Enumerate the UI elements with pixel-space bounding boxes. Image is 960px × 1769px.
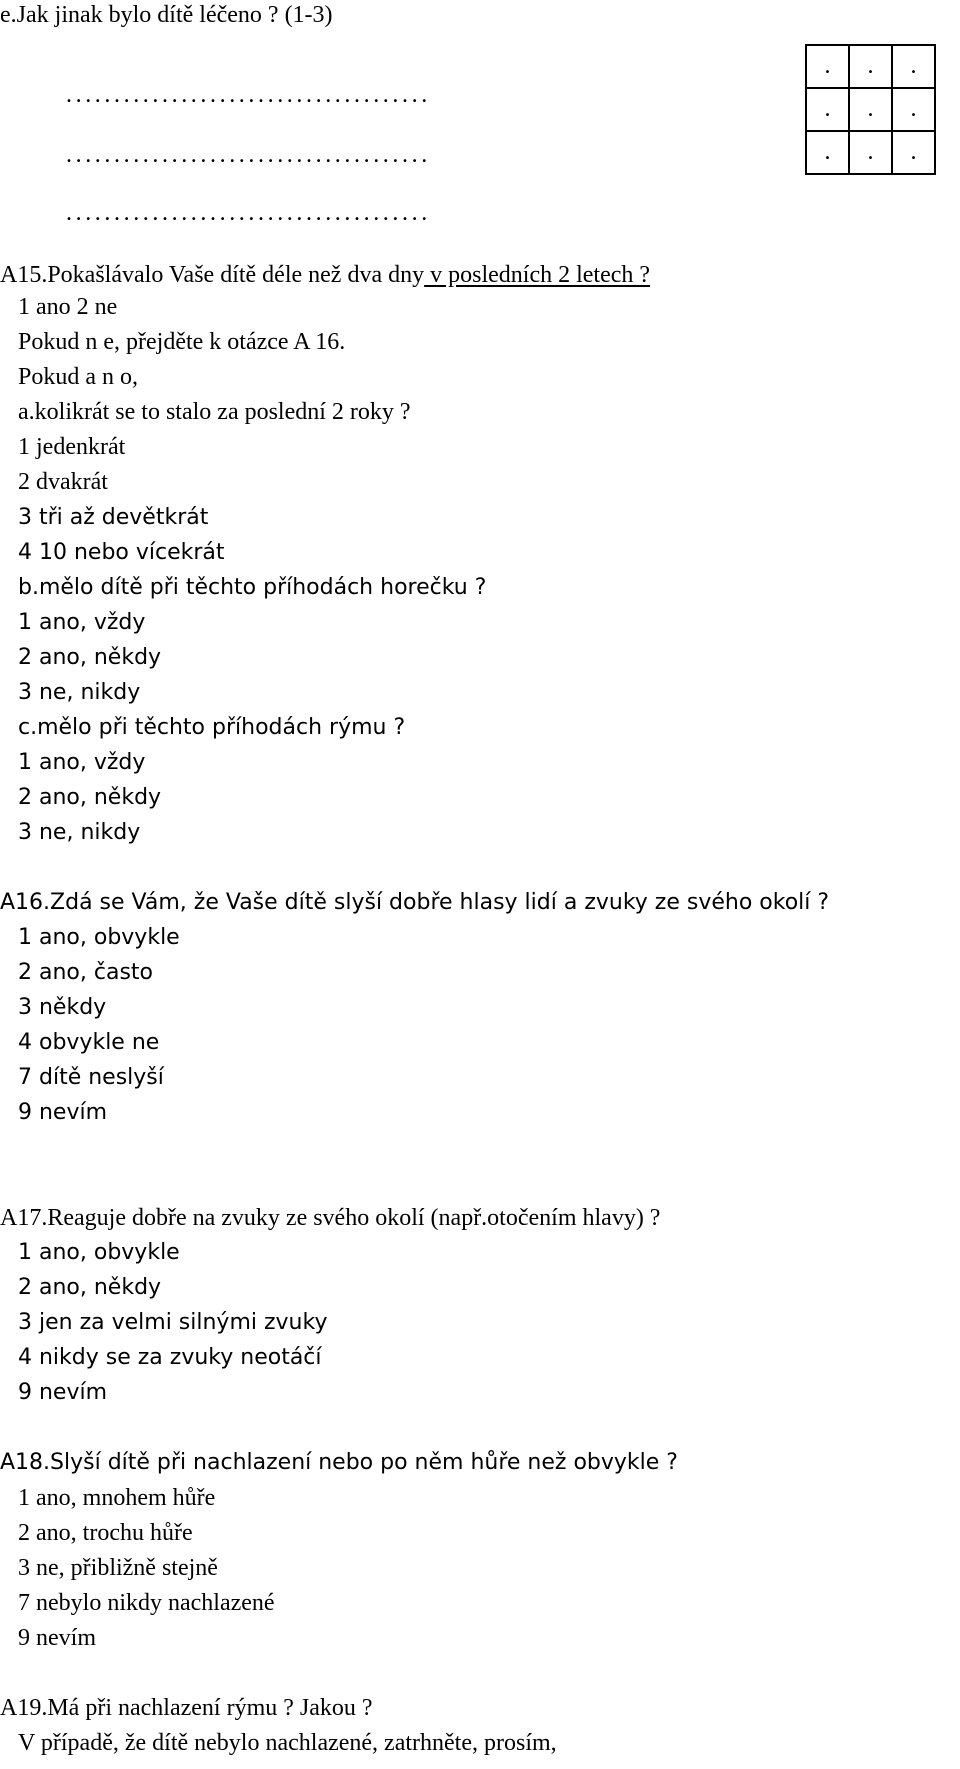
option-item[interactable]: 3 jen za velmi silnými zvuky	[18, 1310, 328, 1335]
answer-dotted-line[interactable]: ......................................	[66, 200, 431, 226]
option-item[interactable]: 1 ano, vždy	[18, 750, 146, 775]
question-a16: A16.Zdá se Vám, že Vaše dítě slyší dobře hlasy lidí a zvuky ze svého okolí ?	[0, 890, 830, 915]
a15-if-yes-instruction: Pokud a n o,	[18, 364, 138, 390]
code-cell[interactable]: .	[806, 88, 849, 131]
option-item[interactable]: 2 ano, trochu hůře	[18, 1520, 193, 1546]
option-item[interactable]: 3 někdy	[18, 995, 107, 1020]
a15b-question: b.mělo dítě při těchto příhodách horečku ?	[18, 575, 487, 600]
option-item[interactable]: 2 ano, někdy	[18, 1275, 162, 1300]
question-e-heading: e.Jak jinak bylo dítě léčeno ? (1-3)	[0, 2, 333, 28]
a19-instruction-note: V případě, že dítě nebylo nachlazené, zatrhněte, prosím,	[18, 1730, 557, 1756]
option-item[interactable]: 1 ano, obvykle	[18, 1240, 180, 1265]
option-item[interactable]: 4 nikdy se za zvuky neotáčí	[18, 1345, 322, 1370]
question-a19: A19.Má při nachlazení rýmu ? Jakou ?	[0, 1695, 373, 1721]
option-item[interactable]: 9 nevím	[18, 1100, 108, 1125]
option-item[interactable]: 2 ano, někdy	[18, 785, 162, 810]
option-item[interactable]: 9 nevím	[18, 1625, 96, 1651]
question-a15-text: A15.Pokašlávalo Vaše dítě déle než dva dny	[0, 262, 425, 288]
code-cell[interactable]: .	[849, 131, 892, 174]
code-cell[interactable]: .	[849, 88, 892, 131]
a15-if-no-instruction: Pokud n e, přejděte k otázce A 16.	[18, 329, 346, 355]
question-a18: A18.Slyší dítě při nachlazení nebo po něm hůře než obvykle ?	[0, 1450, 678, 1475]
option-item[interactable]: 3 ne, nikdy	[18, 820, 141, 845]
answer-code-grid	[805, 44, 936, 175]
option-item[interactable]: 1 ano, mnohem hůře	[18, 1485, 216, 1511]
option-item[interactable]: 2 ano, často	[18, 960, 153, 985]
option-item[interactable]: 4 10 nebo vícekrát	[18, 540, 225, 565]
option-item[interactable]: 1 jedenkrát	[18, 434, 126, 460]
option-item[interactable]: 7 dítě neslyší	[18, 1065, 164, 1090]
question-a17: A17.Reaguje dobře na zvuky ze svého okolí (např.otočením hlavy) ?	[0, 1205, 661, 1231]
option-item[interactable]: 1 ano, vždy	[18, 610, 146, 635]
option-item[interactable]: 7 nebylo nikdy nachlazené	[18, 1590, 275, 1616]
option-item[interactable]: 2 ano, někdy	[18, 645, 162, 670]
option-item[interactable]: 3 ne, nikdy	[18, 680, 141, 705]
answer-dotted-line[interactable]: ......................................	[66, 142, 431, 168]
option-item[interactable]: 1 ano, obvykle	[18, 925, 180, 950]
code-cell[interactable]: .	[806, 131, 849, 174]
question-a15	[0, 260, 650, 290]
code-cell[interactable]: .	[892, 131, 935, 174]
question-a15-underlined: v posledních 2 letech ?	[424, 262, 651, 288]
option-item[interactable]: 9 nevím	[18, 1380, 108, 1405]
a15-answer-options[interactable]: 1 ano 2 ne	[18, 294, 118, 320]
option-item[interactable]: 3 tři až devětkrát	[18, 505, 209, 530]
answer-dotted-line[interactable]: ......................................	[66, 82, 431, 108]
code-cell[interactable]: .	[892, 88, 935, 131]
option-item[interactable]: 4 obvykle ne	[18, 1030, 160, 1055]
a15c-question: c.mělo při těchto příhodách rýmu ?	[18, 715, 406, 740]
option-item[interactable]: 2 dvakrát	[18, 469, 108, 495]
code-cell[interactable]: .	[849, 45, 892, 88]
code-cell[interactable]: .	[892, 45, 935, 88]
option-item[interactable]: 3 ne, přibližně stejně	[18, 1555, 218, 1581]
code-cell[interactable]: .	[806, 45, 849, 88]
a15a-question: a.kolikrát se to stalo za poslední 2 roky ?	[18, 399, 411, 425]
